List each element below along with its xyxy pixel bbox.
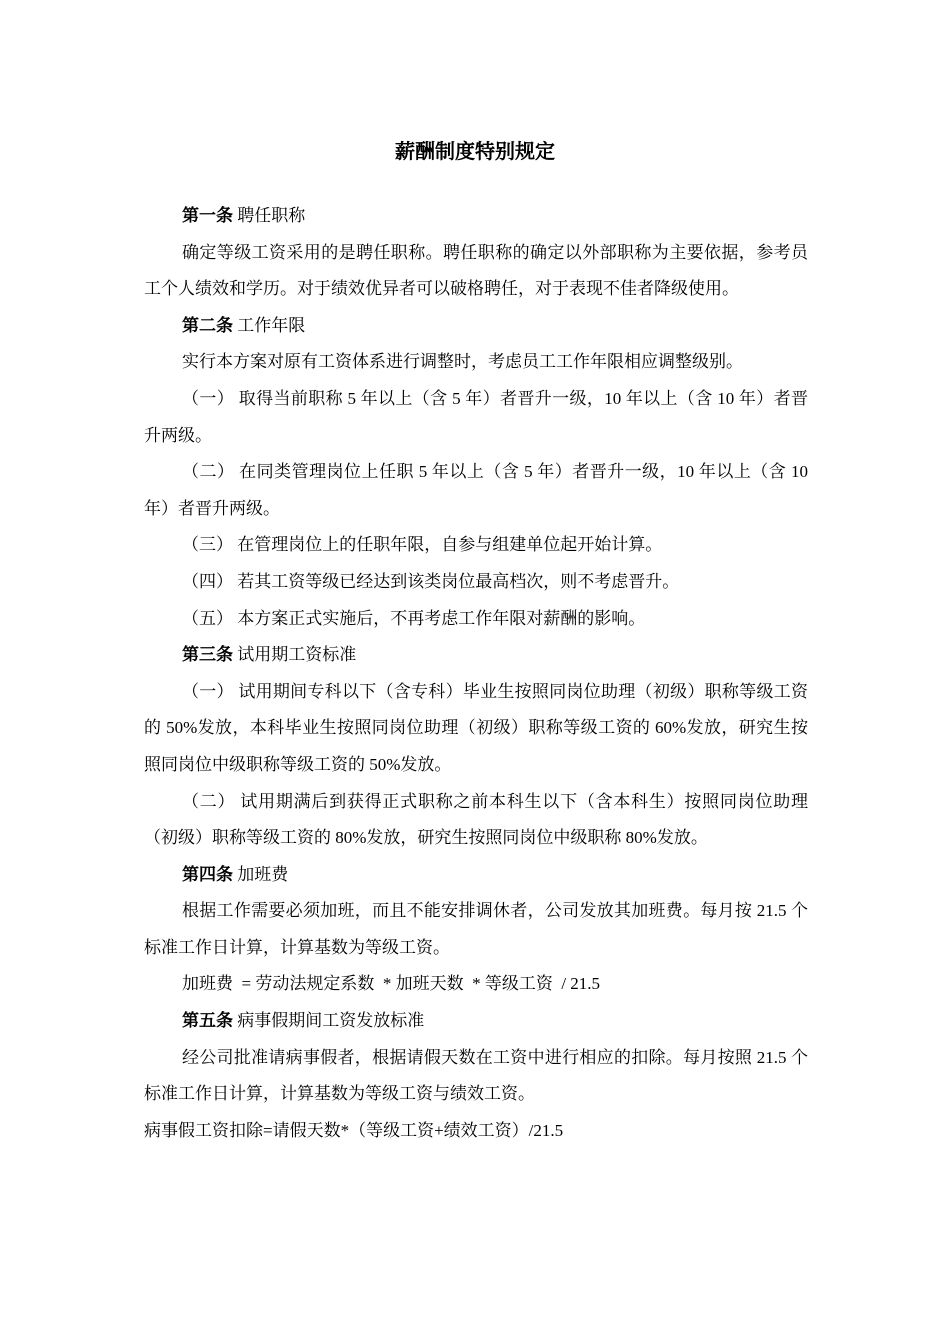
page-title: 薪酬制度特别规定 bbox=[395, 139, 555, 163]
article-5-heading bbox=[144, 1003, 808, 1040]
article-title: 加班费 bbox=[233, 864, 289, 884]
article-3-heading bbox=[144, 637, 808, 674]
overtime-formula: 加班费 = 劳动法规定系数 * 加班天数 * 等级工资 / 21.5 bbox=[182, 974, 601, 994]
paragraph: 实行本方案对原有工资体系进行调整时，考虑员工工作年限相应调整级别。 bbox=[182, 352, 743, 372]
article-4-heading bbox=[144, 857, 808, 894]
list-item: （二） 试用期满后到获得正式职称之前本科生以下（含本科生）按照同岗位助理（初级）职称等级工资的 80%发放，研究生按照同岗位中级职称 80%发放。 bbox=[144, 791, 808, 848]
article-number: 第二条 bbox=[182, 315, 233, 335]
list-item: （五） 本方案正式实施后，不再考虑工作年限对薪酬的影响。 bbox=[182, 608, 646, 628]
list-item: （一） 试用期间专科以下（含专科）毕业生按照同岗位助理（初级）职称等级工资的 50%发放，本科毕业生按照同岗位助理（初级）职称等级工资的 60%发放，研究生按照同岗位中级职称等级工资的 50%发放。 bbox=[144, 681, 808, 774]
paragraph: 根据工作需要必须加班，而且不能安排调休者，公司发放其加班费。每月按 21.5 个标准工作日计算，计算基数为等级工资。 bbox=[144, 901, 808, 957]
paragraph: 经公司批准请病事假者，根据请假天数在工资中进行相应的扣除。每月按照 21.5 个标准工作日计算，计算基数为等级工资与绩效工资。 bbox=[144, 1047, 808, 1104]
paragraph: 确定等级工资采用的是聘任职称。聘任职称的确定以外部职称为主要依据，参考员工个人绩效和学历。对于绩效优异者可以破格聘任，对于表现不佳者降级使用。 bbox=[144, 242, 808, 299]
article-1-heading bbox=[144, 198, 808, 235]
leave-deduction-formula: 病事假工资扣除=请假天数*（等级工资+绩效工资）/21.5 bbox=[144, 1120, 564, 1140]
article-title: 工作年限 bbox=[233, 315, 306, 335]
document-body bbox=[144, 198, 808, 1149]
article-title: 病事假期间工资发放标准 bbox=[233, 1011, 425, 1031]
article-number: 第四条 bbox=[182, 864, 233, 884]
list-item: （一） 取得当前职称 5 年以上（含 5 年）者晋升一级，10 年以上（含 10 年）者晋升两级。 bbox=[144, 388, 808, 445]
list-item: （三） 在管理岗位上的任职年限，自参与组建单位起开始计算。 bbox=[182, 535, 663, 555]
article-number: 第五条 bbox=[182, 1011, 233, 1031]
list-item: （四） 若其工资等级已经达到该类岗位最高档次，则不考虑晋升。 bbox=[182, 571, 680, 591]
article-number: 第一条 bbox=[182, 206, 233, 225]
article-2-heading bbox=[144, 308, 808, 345]
article-title: 试用期工资标准 bbox=[233, 645, 357, 665]
list-item: （二） 在同类管理岗位上任职 5 年以上（含 5 年）者晋升一级，10 年以上（含 10 年）者晋升两级。 bbox=[144, 462, 808, 518]
article-number: 第三条 bbox=[182, 645, 233, 665]
article-title: 聘任职称 bbox=[233, 206, 306, 225]
